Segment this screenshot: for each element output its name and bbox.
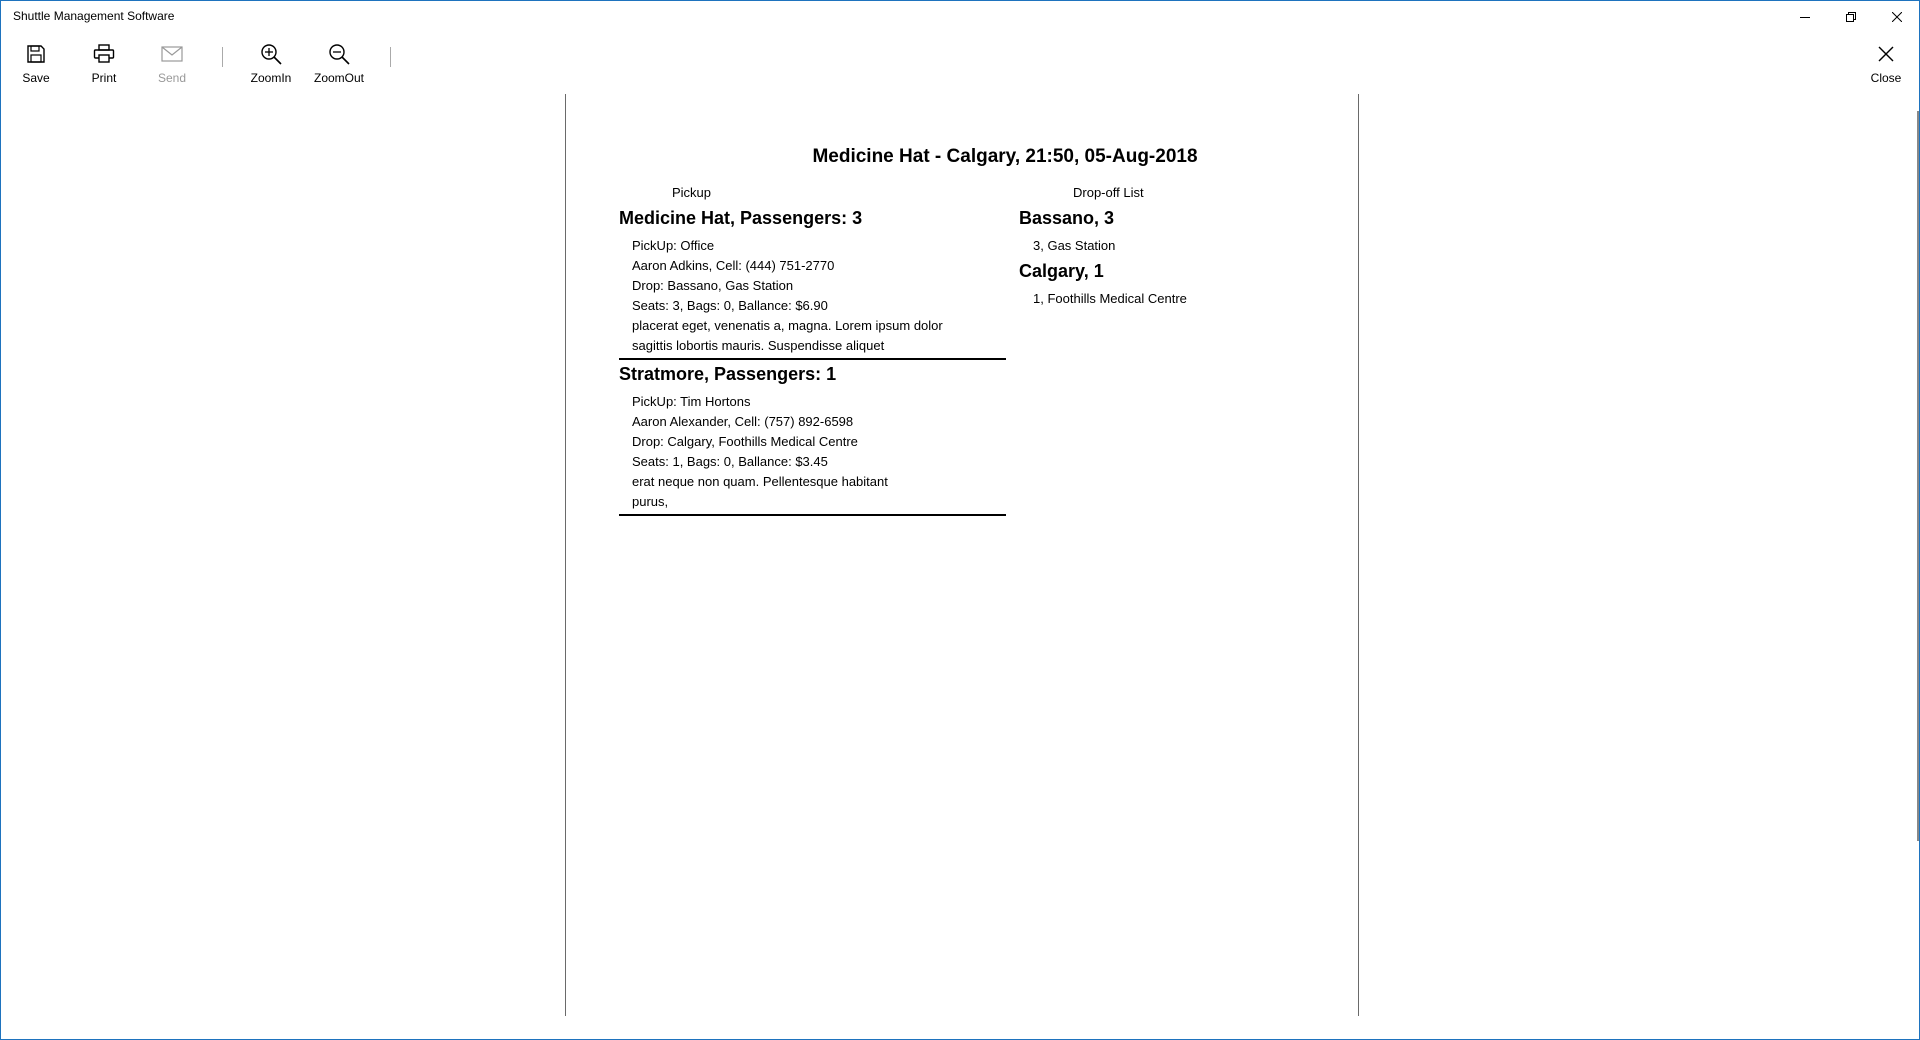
vertical-scrollbar[interactable] [1917,111,1919,841]
notes-line: placerat eget, venenatis a, magna. Lorem ipsum dolor [632,318,943,333]
mail-icon [161,46,183,62]
dropoff-list [1019,204,1319,310]
restore-icon [1846,12,1856,22]
toolbar-separator [390,47,391,67]
print-button[interactable] [70,37,138,93]
dropoff-group-title: Calgary, 1 [1019,261,1104,281]
drop-location: Drop: Calgary, Foothills Medical Centre [632,434,858,449]
toolbar [1,37,1919,93]
dropoff-detail: 1, Foothills Medical Centre [1033,291,1187,306]
pickup-location: PickUp: Office [632,238,715,253]
toolbar-separator [222,47,223,67]
save-icon [26,44,46,64]
printer-icon [93,44,115,64]
zoom-in-button[interactable] [237,37,305,93]
minimize-button[interactable] [1782,1,1828,33]
dropoff-header: Drop-off List [1073,185,1144,200]
notes-line: purus, [632,494,669,509]
print-label: Print [91,71,117,85]
pickup-group [619,360,1006,516]
notes-line: erat neque non quam. Pellentesque habitant [632,474,888,489]
close-label: Close [1870,71,1902,85]
dropoff-detail: 3, Gas Station [1033,238,1116,253]
title-bar [1,1,1919,33]
passenger-contact: Aaron Alexander, Cell: (757) 892-6598 [632,414,854,429]
dropoff-group-title: Bassano, 3 [1019,208,1115,228]
pickup-group [619,204,1006,360]
pickup-list [619,204,1006,516]
zoom-out-button[interactable] [305,37,373,93]
pickup-group-title: Stratmore, Passengers: 1 [619,364,837,384]
zoom-in-icon [260,43,282,65]
zoom-in-label: ZoomIn [250,71,292,85]
send-label: Send [157,71,187,85]
zoom-out-icon [328,43,350,65]
save-label: Save [22,71,50,85]
send-button[interactable] [138,37,206,93]
report-page [565,94,1359,1016]
zoom-out-label: ZoomOut [313,71,364,85]
close-icon [1892,12,1902,22]
pickup-location: PickUp: Tim Hortons [632,394,751,409]
close-icon [1878,46,1894,62]
seats-bags-balance: Seats: 3, Bags: 0, Ballance: $6.90 [632,298,828,313]
notes-line: sagittis lobortis mauris. Suspendisse aliquet [632,338,885,353]
window-close-button[interactable] [1874,1,1920,33]
pickup-header: Pickup [672,185,712,200]
minimize-icon [1800,12,1810,22]
seats-bags-balance: Seats: 1, Bags: 0, Ballance: $3.45 [632,454,828,469]
report-title: Medicine Hat - Calgary, 21:50, 05-Aug-2018 [812,146,1198,167]
restore-button[interactable] [1828,1,1874,33]
save-button[interactable] [2,37,70,93]
drop-location: Drop: Bassano, Gas Station [632,278,794,293]
pickup-group-title: Medicine Hat, Passengers: 3 [619,208,863,228]
close-report-button[interactable] [1852,37,1920,93]
app-title: Shuttle Management Software [13,9,175,23]
passenger-contact: Aaron Adkins, Cell: (444) 751-2770 [632,258,835,273]
